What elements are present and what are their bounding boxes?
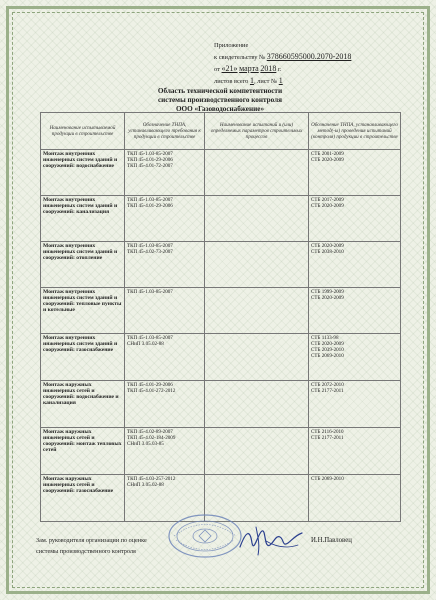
requirement-doc: ТКП 45-4.01-272-2012 (127, 388, 176, 394)
date-suffix: г. (277, 66, 282, 73)
table-body (41, 150, 401, 522)
row-tests (205, 334, 309, 381)
row-tests (205, 196, 309, 242)
header-requirements: Обозначение ТНПА, устанавливающего требования к продукции в строительстве (125, 113, 205, 150)
row-product-name: Монтаж внутренних инженерных систем зданий и сооружений: отопление (41, 242, 125, 288)
method-doc: СТБ 2177-2011 (311, 388, 344, 394)
row-requirement-docs (125, 150, 205, 196)
method-doc: СТБ 2069-2010 (311, 353, 344, 359)
signature-icon (236, 523, 306, 557)
requirement-doc: ТКП 45-1.03-85-2007 (127, 197, 173, 203)
row-requirement-docs (125, 334, 205, 381)
requirement-doc: ТКП 45-4.01-29-2006 (127, 382, 173, 388)
method-doc: СТБ 2038-2010 (311, 249, 344, 255)
row-tests (205, 428, 309, 475)
title-line-3: ООО «Газоводоснабжение» (175, 105, 265, 113)
requirement-doc: ТКП 45-4.02-89-2007 (127, 429, 173, 435)
row-method-docs (309, 334, 401, 381)
row-method-docs (309, 150, 401, 196)
requirement-doc: ТКП 45-1.03-85-2007 (127, 151, 173, 157)
row-requirement-docs (125, 196, 205, 242)
row-requirement-docs (125, 428, 205, 475)
date-prefix: от (214, 66, 220, 73)
title-line-2: системы производственного контроля (157, 96, 283, 104)
date-day: «21» (221, 64, 238, 73)
seal-icon (166, 513, 244, 559)
row-method-docs (309, 428, 401, 475)
certificate-prefix: к свидетельству № (214, 54, 266, 61)
certificate-number-line (214, 51, 404, 63)
appendix-header (214, 40, 404, 87)
method-doc: СТБ 2020-2009 (311, 341, 344, 347)
requirement-doc: ТКП 45-1.03-85-2007 (127, 335, 173, 341)
row-tests (205, 242, 309, 288)
row-tests (205, 150, 309, 196)
requirement-doc: ТКП 45-1.03-85-2007 (127, 289, 173, 295)
method-doc: СТБ 2177-2011 (311, 435, 344, 441)
row-method-docs (309, 475, 401, 522)
table-row (41, 150, 401, 196)
table-header-row (41, 113, 401, 150)
sheets-total: 1 (249, 76, 254, 85)
requirement-doc: СНиП 3.05.02-88 (127, 341, 164, 347)
row-method-docs (309, 288, 401, 334)
sheet-prefix: , лист № (253, 78, 278, 85)
table-row (41, 196, 401, 242)
row-method-docs (309, 381, 401, 428)
date-month: марта (239, 64, 259, 73)
row-requirement-docs (125, 381, 205, 428)
signatory-title-line-1: Зам. руководителя организации по оценке (36, 537, 147, 544)
method-doc: СТБ 1133-98 (311, 335, 339, 341)
sheets-line (214, 75, 404, 87)
header-product: Наименование испытываемой продукции в строительстве (41, 113, 125, 150)
method-doc: СТБ 2069-2010 (311, 476, 344, 482)
row-requirement-docs (125, 288, 205, 334)
row-method-docs (309, 196, 401, 242)
requirement-doc: ТКП 45-4.02-73-2007 (127, 249, 173, 255)
requirement-doc: ТКП 45-4.01-29-2006 (127, 203, 173, 209)
row-requirement-docs (125, 242, 205, 288)
header-methods: Обозначение ТНПА, устанавливающего метод(-ы) проведения испытаний (контроля) продукции в строительстве (309, 113, 401, 150)
row-product-name: Монтаж наружных инженерных сетей и сооружений: водоснабжение и канализация (41, 381, 125, 428)
method-doc: СТБ 2017-2009 (311, 197, 344, 203)
row-tests (205, 288, 309, 334)
requirement-doc: ТКП 45-1.03-85-2007 (127, 243, 173, 249)
row-product-name: Монтаж внутренних инженерных систем зданий и сооружений: газоснабжение (41, 334, 125, 381)
method-doc: СТБ 2116-2010 (311, 429, 344, 435)
signatory-name: И.Н.Павловец (311, 537, 352, 544)
method-doc: СТБ 2001-2009 (311, 151, 344, 157)
signatory-title-line-2: системы производственного контроля (36, 548, 136, 555)
row-product-name: Монтаж внутренних инженерных систем зданий и сооружений: канализация (41, 196, 125, 242)
header-tests: Наименование испытаний и (или) определяемых параметров строительных процессов (205, 113, 309, 150)
table-row (41, 428, 401, 475)
date-year: 2018 (260, 64, 277, 73)
row-product-name: Монтаж наружных инженерных сетей и сооружений: монтаж тепловых сетей (41, 428, 125, 475)
table-row (41, 381, 401, 428)
requirement-doc: ТКП 45-4.02-184-2009 (127, 435, 176, 441)
appendix-label: Приложение (214, 42, 249, 49)
table-row (41, 288, 401, 334)
row-tests (205, 381, 309, 428)
requirement-doc: СНиП 3.05.03-85 (127, 441, 164, 447)
row-method-docs (309, 242, 401, 288)
certificate-number: 378660595000.2070-2018 (266, 52, 352, 61)
method-doc: СТБ 1999-2009 (311, 289, 344, 295)
method-doc: СТБ 2020-2009 (311, 295, 344, 301)
requirement-doc: ТКП 45-4.03-257-2012 (127, 476, 176, 482)
method-doc: СТБ 2072-2010 (311, 382, 344, 388)
table-row (41, 242, 401, 288)
method-doc: СТБ 2020-2009 (311, 157, 344, 163)
requirement-doc: ТКП 45-4.01-29-2006 (127, 157, 173, 163)
sheets-prefix: листов всего (214, 78, 249, 85)
row-product-name: Монтаж внутренних инженерных систем зданий и сооружений: водоснабжение (41, 150, 125, 196)
competence-table (40, 112, 401, 522)
method-doc: СТБ 2039-2010 (311, 347, 344, 353)
method-doc: СТБ 2020-2009 (311, 243, 344, 249)
certificate-date-line (214, 63, 404, 75)
method-doc: СТБ 2020-2009 (311, 203, 344, 209)
requirement-doc: ТКП 45-4.01-72-2007 (127, 163, 173, 169)
title-line-1: Область технической компетентности (157, 87, 283, 95)
row-product-name: Монтаж наружных инженерных сетей и сооружений: газоснабжение (41, 475, 125, 522)
row-product-name: Монтаж внутренних инженерных систем зданий и сооружений: тепловые пункты и котельные (41, 288, 125, 334)
table-row (41, 334, 401, 381)
sheet-number: 1 (278, 76, 283, 85)
requirement-doc: СНиП 3.05.02-88 (127, 482, 164, 488)
